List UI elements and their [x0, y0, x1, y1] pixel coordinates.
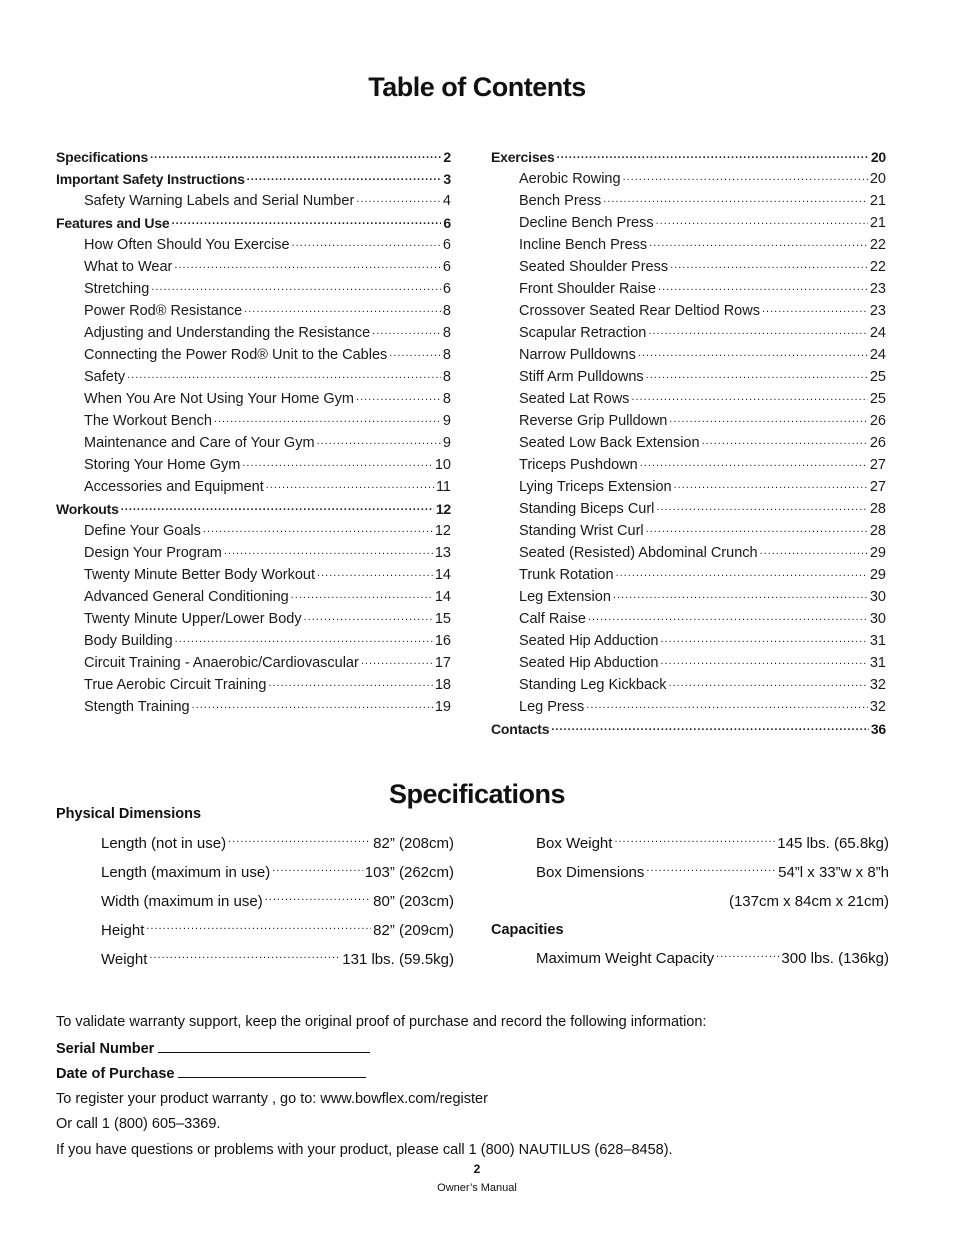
spec-value: 54”l x 33”w x 8”h	[778, 864, 889, 881]
toc-leader-dots	[372, 327, 441, 339]
toc-entry[interactable]	[491, 586, 886, 608]
spec-label: Weight	[101, 951, 148, 968]
toc-leader-dots	[203, 525, 433, 537]
toc-entry-label: Twenty Minute Better Body Workout	[84, 567, 316, 583]
toc-entry[interactable]	[491, 498, 886, 520]
toc-entry[interactable]	[491, 212, 886, 234]
toc-leader-dots	[603, 195, 868, 207]
toc-entry-page: 6	[442, 237, 451, 253]
toc-entry-page: 2	[443, 149, 451, 165]
spec-leader-dots	[228, 837, 371, 851]
toc-leader-dots	[150, 151, 441, 163]
toc-leader-dots	[646, 371, 868, 383]
toc-entry-page: 31	[869, 655, 886, 671]
spec-leader-dots	[716, 952, 779, 966]
spec-value: 300 lbs. (136kg)	[781, 950, 889, 967]
date-of-purchase-label: Date of Purchase	[56, 1066, 175, 1082]
toc-entry-page: 27	[869, 457, 886, 473]
spec-leader-dots	[272, 866, 363, 880]
toc-entry-page: 21	[869, 215, 886, 231]
spec-row	[101, 916, 454, 945]
toc-leader-dots	[266, 481, 434, 493]
toc-entry-page: 11	[435, 479, 451, 495]
toc-entry-label: Seated (Resisted) Abdominal Crunch	[519, 545, 758, 561]
toc-entry-label: Stength Training	[84, 699, 190, 715]
toc-entry-page: 23	[869, 281, 886, 297]
toc-leader-dots	[669, 679, 868, 691]
toc-entry-page: 22	[869, 237, 886, 253]
toc-leader-dots	[669, 415, 868, 427]
toc-entry-label: Standing Biceps Curl	[519, 501, 655, 517]
toc-leader-dots	[646, 525, 868, 537]
toc-entry[interactable]	[56, 520, 451, 542]
toc-entry-label: Standing Leg Kickback	[519, 677, 667, 693]
toc-entry[interactable]	[56, 564, 451, 586]
toc-entry[interactable]	[56, 498, 451, 520]
toc-leader-dots	[291, 591, 433, 603]
toc-entry[interactable]	[56, 190, 451, 212]
toc-entry-label: Stiff Arm Pulldowns	[519, 369, 644, 385]
toc-leader-dots	[151, 283, 441, 295]
toc-leader-dots	[760, 547, 868, 559]
toc-entry-page: 26	[869, 413, 886, 429]
toc-entry-page: 29	[869, 545, 886, 561]
toc-leader-dots	[214, 415, 441, 427]
toc-entry-page: 17	[434, 655, 451, 671]
toc-leader-dots	[247, 173, 442, 185]
toc-entry[interactable]	[56, 344, 451, 366]
serial-number-field[interactable]	[56, 1040, 370, 1057]
toc-leader-dots	[613, 591, 868, 603]
toc-entry-page: 28	[869, 501, 886, 517]
spec-leader-dots	[614, 837, 775, 851]
toc-entry-label: Seated Hip Abduction	[519, 655, 659, 671]
toc-entry-label: Lying Triceps Extension	[519, 479, 672, 495]
questions-text: If you have questions or problems with your product, please call 1 (800) NAUTILUS (628–8458).	[56, 1142, 673, 1158]
toc-entry-page: 21	[869, 193, 886, 209]
physical-dimensions-heading: Physical Dimensions	[56, 806, 202, 822]
toc-entry[interactable]	[491, 674, 886, 696]
toc-leader-dots	[616, 569, 868, 581]
toc-entry-page: 6	[443, 215, 451, 231]
toc-entry-label: Seated Low Back Extension	[519, 435, 700, 451]
toc-entry-page: 18	[434, 677, 451, 693]
toc-entry-page: 8	[442, 303, 451, 319]
toc-leader-dots	[631, 393, 867, 405]
toc-entry[interactable]	[56, 454, 451, 476]
spec-label: Length (not in use)	[101, 835, 227, 852]
toc-leader-dots	[640, 459, 868, 471]
toc-entry[interactable]	[491, 256, 886, 278]
toc-entry-page: 24	[869, 325, 886, 341]
toc-leader-dots	[244, 305, 441, 317]
toc-leader-dots	[649, 239, 868, 251]
toc-entry-label: Triceps Pushdown	[519, 457, 638, 473]
toc-leader-dots	[648, 327, 868, 339]
toc-entry[interactable]	[491, 696, 886, 718]
toc-entry[interactable]	[491, 278, 886, 300]
toc-entry-page: 8	[442, 391, 451, 407]
toc-entry[interactable]	[491, 608, 886, 630]
toc-entry-label: Incline Bench Press	[519, 237, 648, 253]
spec-leader-dots	[265, 895, 371, 909]
toc-entry-label: Leg Extension	[519, 589, 611, 605]
toc-entry-label: Reverse Grip Pulldown	[519, 413, 668, 429]
toc-leader-dots	[656, 217, 868, 229]
toc-entry-page: 19	[434, 699, 451, 715]
spec-row	[101, 858, 454, 887]
toc-entry-page: 13	[434, 545, 451, 561]
toc-leader-dots	[292, 239, 441, 251]
toc-entry[interactable]	[56, 168, 451, 190]
toc-leader-dots	[304, 613, 433, 625]
toc-entry[interactable]	[491, 718, 886, 740]
toc-entry-label: Leg Press	[519, 699, 585, 715]
spec-row	[536, 858, 889, 887]
toc-entry-page: 3	[443, 171, 451, 187]
toc-leader-dots	[551, 723, 869, 735]
toc-entry[interactable]	[56, 366, 451, 388]
toc-entry[interactable]	[56, 542, 451, 564]
toc-entry[interactable]	[491, 234, 886, 256]
toc-leader-dots	[557, 151, 869, 163]
spec-leader-dots	[646, 866, 776, 880]
toc-entry[interactable]	[491, 476, 886, 498]
spec-value: 145 lbs. (65.8kg)	[777, 835, 889, 852]
toc-entry[interactable]	[56, 388, 451, 410]
toc-entry-page: 12	[434, 523, 451, 539]
toc-entry-label: Scapular Retraction	[519, 325, 647, 341]
toc-leader-dots	[670, 261, 868, 273]
toc-leader-dots	[174, 261, 441, 273]
toc-entry-page: 20	[869, 171, 886, 187]
register-text: To register your product warranty , go to: www.bowflex.com/register	[56, 1091, 488, 1107]
toc-entry[interactable]	[491, 300, 886, 322]
toc-entry[interactable]	[491, 520, 886, 542]
toc-entry-label: Standing Wrist Curl	[519, 523, 644, 539]
toc-right-column	[491, 146, 886, 740]
spec-label: Height	[101, 922, 145, 939]
page-number: 2	[473, 1162, 481, 1176]
toc-entry-page: 25	[869, 391, 886, 407]
toc-entry[interactable]	[491, 542, 886, 564]
toc-left-column	[56, 146, 451, 718]
toc-entry-label: Twenty Minute Upper/Lower Body	[84, 611, 302, 627]
toc-entry[interactable]	[56, 476, 451, 498]
toc-entry-label: True Aerobic Circuit Training	[84, 677, 267, 693]
toc-entry-label: Important Safety Instructions	[56, 171, 245, 187]
toc-entry[interactable]	[491, 322, 886, 344]
spec-label: Length (maximum in use)	[101, 864, 271, 881]
toc-entry[interactable]	[491, 410, 886, 432]
toc-entry-page: 23	[869, 303, 886, 319]
toc-entry-label: Stretching	[84, 281, 150, 297]
toc-entry-label: Workouts	[56, 501, 119, 517]
toc-entry[interactable]	[491, 454, 886, 476]
toc-entry-page: 31	[869, 633, 886, 649]
toc-entry-label: Exercises	[491, 149, 555, 165]
date-of-purchase-blank[interactable]	[178, 1065, 366, 1078]
toc-entry-page: 16	[434, 633, 451, 649]
toc-leader-dots	[623, 173, 868, 185]
toc-entry-page: 24	[869, 347, 886, 363]
toc-leader-dots	[356, 195, 441, 207]
toc-entry-label: Seated Hip Adduction	[519, 633, 659, 649]
toc-entry-page: 30	[869, 589, 886, 605]
serial-number-blank[interactable]	[158, 1040, 370, 1053]
serial-number-label: Serial Number	[56, 1041, 155, 1057]
toc-entry[interactable]	[56, 256, 451, 278]
toc-leader-dots	[588, 613, 868, 625]
toc-entry-page: 27	[869, 479, 886, 495]
spec-label: Width (maximum in use)	[101, 893, 263, 910]
toc-leader-dots	[317, 569, 433, 581]
toc-entry[interactable]	[491, 190, 886, 212]
toc-entry-label: Define Your Goals	[84, 523, 201, 539]
toc-entry-label: Power Rod® Resistance	[84, 303, 243, 319]
toc-entry-label: When You Are Not Using Your Home Gym	[84, 391, 355, 407]
toc-entry[interactable]	[56, 652, 451, 674]
toc-entry[interactable]	[56, 212, 451, 234]
spec-row	[536, 944, 889, 973]
toc-leader-dots	[762, 305, 868, 317]
toc-entry-label: Storing Your Home Gym	[84, 457, 241, 473]
toc-entry-page: 4	[442, 193, 451, 209]
spec-row	[101, 887, 454, 916]
toc-entry-page: 15	[434, 611, 451, 627]
toc-entry[interactable]	[491, 388, 886, 410]
warranty-intro: To validate warranty support, keep the original proof of purchase and record the following information:	[56, 1014, 707, 1030]
toc-entry-page: 32	[869, 677, 886, 693]
spec-value: 131 lbs. (59.5kg)	[342, 951, 454, 968]
toc-entry-page: 20	[870, 149, 886, 165]
toc-entry[interactable]	[56, 410, 451, 432]
manual-label: Owner’s Manual	[437, 1182, 517, 1194]
toc-entry-label: How Often Should You Exercise	[84, 237, 290, 253]
toc-entry[interactable]	[56, 586, 451, 608]
toc-leader-dots	[660, 657, 867, 669]
toc-title: Table of Contents	[368, 72, 586, 102]
toc-leader-dots	[317, 437, 441, 449]
specifications-title: Specifications	[388, 779, 566, 809]
toc-entry[interactable]	[491, 168, 886, 190]
toc-entry-page: 12	[435, 501, 451, 517]
toc-entry-page: 30	[869, 611, 886, 627]
toc-entry[interactable]	[56, 146, 451, 168]
toc-leader-dots	[268, 679, 432, 691]
spec-row	[101, 829, 454, 858]
toc-entry-page: 25	[869, 369, 886, 385]
toc-entry-label: Calf Raise	[519, 611, 586, 627]
toc-entry-label: The Workout Bench	[84, 413, 212, 429]
toc-entry[interactable]	[56, 278, 451, 300]
call-text: Or call 1 (800) 605–3369.	[56, 1116, 221, 1132]
capacities-heading: Capacities	[491, 922, 564, 938]
spec-leader-dots	[146, 924, 371, 938]
spec-value: 82” (209cm)	[373, 922, 454, 939]
toc-leader-dots	[674, 481, 868, 493]
toc-entry-page: 10	[434, 457, 451, 473]
spec-row	[536, 829, 889, 858]
toc-entry[interactable]	[56, 674, 451, 696]
spec-row	[101, 945, 454, 974]
toc-entry-label: Seated Lat Rows	[519, 391, 630, 407]
toc-entry-label: Bench Press	[519, 193, 602, 209]
toc-leader-dots	[172, 217, 442, 229]
toc-entry-page: 8	[442, 347, 451, 363]
toc-entry-label: Safety Warning Labels and Serial Number	[84, 193, 355, 209]
toc-entry[interactable]	[491, 652, 886, 674]
toc-entry-page: 9	[442, 435, 451, 451]
toc-entry-label: Maintenance and Care of Your Gym	[84, 435, 315, 451]
toc-entry-label: Specifications	[56, 149, 149, 165]
toc-entry[interactable]	[56, 608, 451, 630]
toc-entry[interactable]	[56, 300, 451, 322]
toc-entry[interactable]	[56, 432, 451, 454]
toc-entry-page: 14	[434, 567, 451, 583]
toc-leader-dots	[175, 635, 433, 647]
toc-leader-dots	[660, 635, 867, 647]
toc-entry[interactable]	[56, 322, 451, 344]
toc-entry[interactable]	[491, 432, 886, 454]
toc-entry[interactable]	[56, 696, 451, 718]
toc-entry-page: 9	[442, 413, 451, 429]
toc-entry-page: 8	[442, 325, 451, 341]
toc-entry[interactable]	[491, 564, 886, 586]
toc-leader-dots	[121, 503, 434, 515]
toc-entry-page: 32	[869, 699, 886, 715]
toc-entry-label: Safety	[84, 369, 126, 385]
toc-entry-label: Aerobic Rowing	[519, 171, 621, 187]
toc-entry-label: Trunk Rotation	[519, 567, 614, 583]
toc-entry-page: 26	[869, 435, 886, 451]
toc-entry-page: 29	[869, 567, 886, 583]
toc-entry-label: Circuit Training - Anaerobic/Cardiovascular	[84, 655, 359, 671]
toc-entry-label: Accessories and Equipment	[84, 479, 264, 495]
toc-leader-dots	[356, 393, 441, 405]
spec-label: Maximum Weight Capacity	[536, 950, 715, 967]
spec-left-column	[101, 829, 454, 974]
toc-entry-label: Adjusting and Understanding the Resistance	[84, 325, 371, 341]
box-dimensions-metric	[536, 887, 889, 916]
toc-entry[interactable]	[491, 146, 886, 168]
toc-entry-page: 28	[869, 523, 886, 539]
spec-value: 82” (208cm)	[373, 835, 454, 852]
toc-entry[interactable]	[56, 234, 451, 256]
toc-leader-dots	[389, 349, 441, 361]
toc-entry-label: Design Your Program	[84, 545, 222, 561]
spec-right-column	[536, 829, 889, 887]
toc-leader-dots	[702, 437, 868, 449]
toc-entry-label: Seated Shoulder Press	[519, 259, 669, 275]
toc-leader-dots	[242, 459, 433, 471]
toc-entry-label: What to Wear	[84, 259, 173, 275]
spec-value: 80” (203cm)	[373, 893, 454, 910]
date-of-purchase-field[interactable]	[56, 1065, 366, 1082]
toc-leader-dots	[658, 283, 868, 295]
spec-label: Box Dimensions	[536, 864, 645, 881]
toc-entry-page: 14	[434, 589, 451, 605]
spec-value: 103” (262cm)	[364, 864, 454, 881]
spec-label: Box Weight	[536, 835, 613, 852]
toc-leader-dots	[638, 349, 868, 361]
toc-leader-dots	[224, 547, 433, 559]
toc-entry[interactable]	[491, 366, 886, 388]
box-dimensions-metric-text: (137cm x 84cm x 21cm)	[728, 893, 889, 910]
toc-entry-label: Connecting the Power Rod® Unit to the Cables	[84, 347, 388, 363]
capacities-list	[536, 944, 889, 973]
toc-entry-label: Front Shoulder Raise	[519, 281, 657, 297]
toc-entry-page: 22	[869, 259, 886, 275]
toc-entry-label: Crossover Seated Rear Deltiod Rows	[519, 303, 760, 319]
toc-entry-label: Features and Use	[56, 215, 170, 231]
toc-leader-dots	[361, 657, 433, 669]
toc-entry-page: 8	[442, 369, 451, 385]
toc-leader-dots	[586, 701, 868, 713]
toc-entry-label: Advanced General Conditioning	[84, 589, 289, 605]
toc-entry-page: 6	[442, 281, 451, 297]
toc-entry[interactable]	[491, 344, 886, 366]
toc-leader-dots	[127, 371, 441, 383]
toc-entry-label: Decline Bench Press	[519, 215, 654, 231]
toc-entry[interactable]	[56, 630, 451, 652]
toc-entry-label: Narrow Pulldowns	[519, 347, 636, 363]
toc-entry[interactable]	[491, 630, 886, 652]
toc-leader-dots	[656, 503, 867, 515]
toc-entry-label: Body Building	[84, 633, 173, 649]
spec-leader-dots	[149, 953, 340, 967]
toc-leader-dots	[192, 701, 433, 713]
toc-entry-page: 6	[442, 259, 451, 275]
toc-entry-page: 36	[870, 721, 886, 737]
toc-entry-label: Contacts	[491, 721, 550, 737]
